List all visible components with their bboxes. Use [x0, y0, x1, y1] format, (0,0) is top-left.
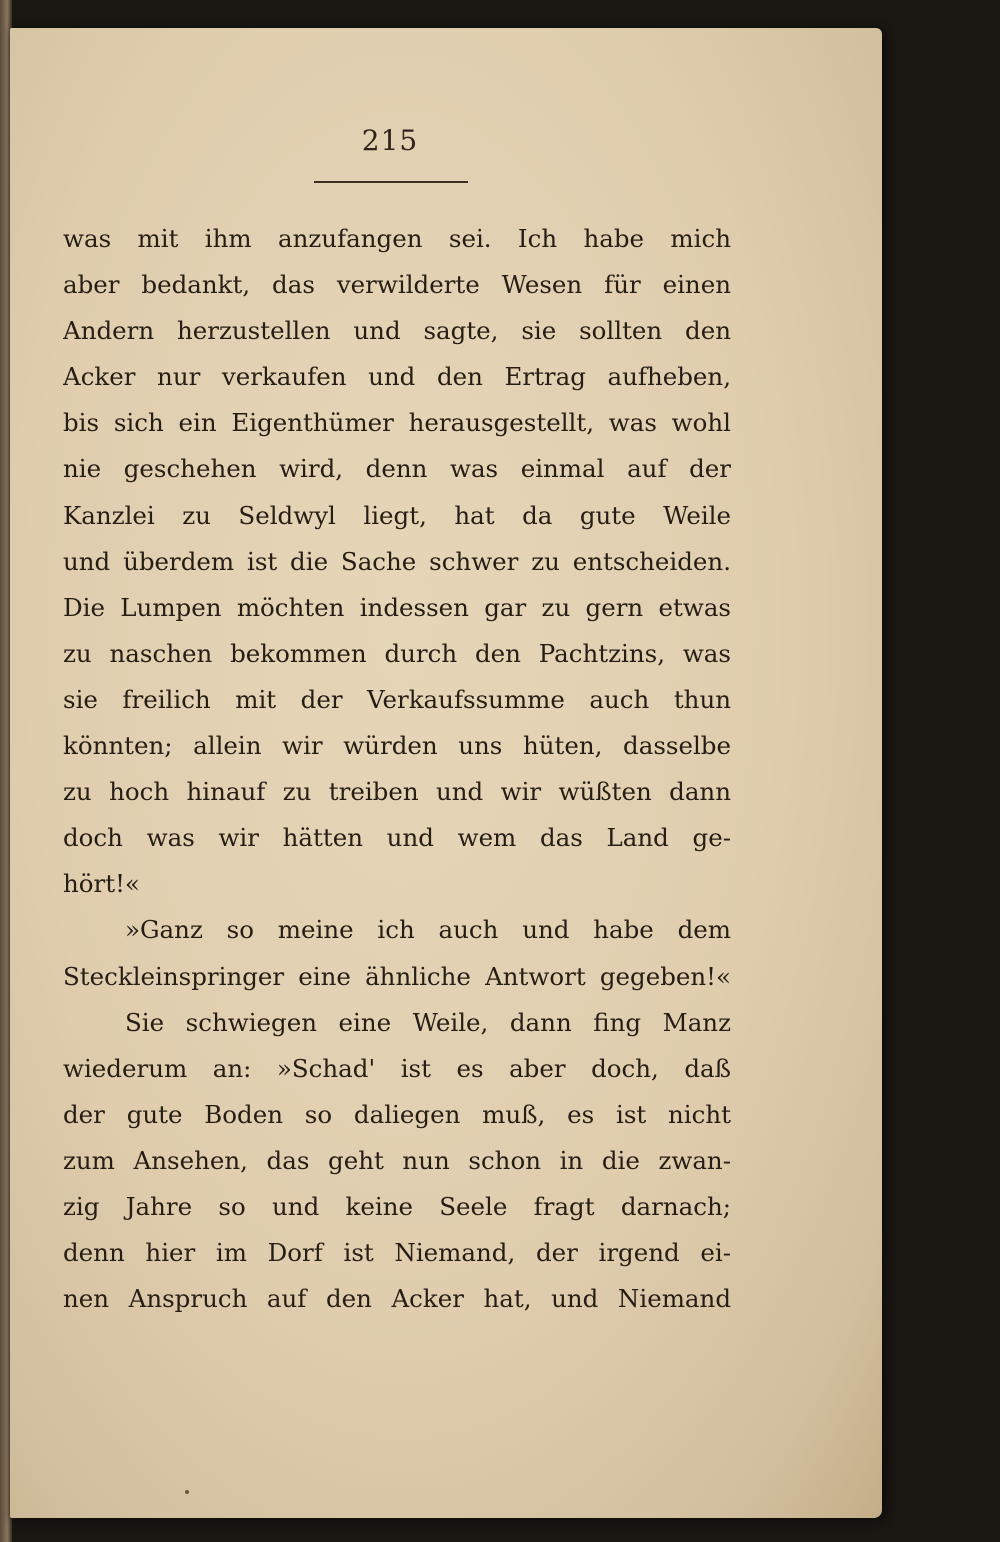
text-line: zu naschen bekommen durch den Pachtzins, was	[63, 638, 731, 668]
text-line: sie freilich mit der Verkaufssumme auch thun	[63, 684, 731, 714]
page-number: 215	[361, 124, 419, 157]
text-line: Andern herzustellen und sagte, sie sollten den	[63, 316, 731, 346]
text-line: aber bedankt, das verwilderte Wesen für einen	[63, 270, 731, 300]
text-line: Die Lumpen möchten indessen gar zu gern etwas	[63, 592, 731, 622]
text-line: Kanzlei zu Seldwyl liegt, hat da gute Weile	[63, 500, 731, 530]
text-line: zum Ansehen, das geht nun schon in die zwan-	[63, 1145, 731, 1175]
text-line: denn hier im Dorf ist Niemand, der irgend ei-	[63, 1238, 731, 1268]
text-line: Acker nur verkaufen und den Ertrag aufheben,	[63, 362, 731, 392]
text-line: hört!«	[63, 869, 140, 899]
book-page	[10, 28, 882, 1518]
text-line: nen Anspruch auf den Acker hat, und Niemand	[63, 1284, 731, 1314]
text-line: nie geschehen wird, denn was einmal auf der	[63, 454, 731, 484]
header-rule	[314, 181, 468, 183]
text-line: bis sich ein Eigenthümer herausgestellt, was wohl	[63, 408, 731, 438]
text-line: der gute Boden so daliegen muß, es ist nicht	[63, 1099, 731, 1129]
text-line: »Ganz so meine ich auch und habe dem	[125, 915, 731, 945]
text-line: zig Jahre so und keine Seele fragt darnach;	[63, 1191, 731, 1221]
paper-spot	[185, 1490, 189, 1494]
body-text	[63, 216, 731, 1322]
text-line: zu hoch hinauf zu treiben und wir wüßten dann	[63, 777, 731, 807]
text-line: doch was wir hätten und wem das Land ge-	[63, 823, 731, 853]
text-line: wiederum an: »Schad' ist es aber doch, daß	[63, 1053, 731, 1083]
text-line: was mit ihm anzufangen sei. Ich habe mich	[63, 224, 731, 253]
text-line: und überdem ist die Sache schwer zu entscheiden.	[63, 546, 731, 576]
text-line: Steckleinspringer eine ähnliche Antwort gegeben!«	[63, 961, 731, 991]
text-line: Sie schwiegen eine Weile, dann fing Manz	[125, 1007, 731, 1037]
text-line: könnten; allein wir würden uns hüten, dasselbe	[63, 731, 731, 761]
